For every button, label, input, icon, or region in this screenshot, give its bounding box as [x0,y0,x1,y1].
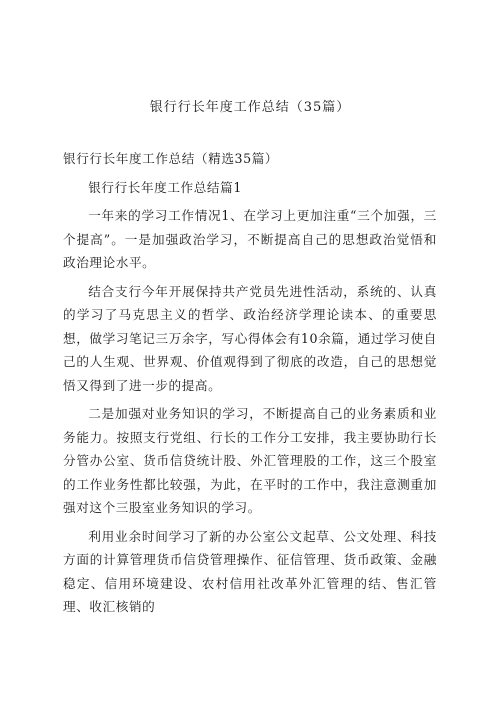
paragraph-3: 二是加强对业务知识的学习，不断提高自己的业务素质和业务能力。按照支行党组、行长的工作分工安排，我主要协助行长分管办公室、货币信贷统计股、外汇管理股的工作，这三个股室的工作业务性都比较强，为此，在平时的工作中，我注意测重加强对这个三股室业务知识的学习。 [63,406,437,515]
document-title: 银行行长年度工作总结（35篇） [149,100,351,115]
document-subtitle: 银行行长年度工作总结（精选35篇） [63,151,279,166]
paragraph-4: 利用业余时间学习了新的办公室公文起草、公文处理、科技方面的计算管理货币信贷管理操作、征信管理、货币政策、金融稳定、信用环境建设、农村信用社改革外汇管理的结、售汇管理、收汇核销的 [63,528,437,614]
section-heading: 银行行长年度工作总结篇1 [88,179,242,195]
document-body [63,147,437,624]
paragraph-2: 结合支行今年开展保持共产党员先进性活动，系统的、认真的学习了马克思主义的哲学、政治经济学理论读本、的重要思想，做学习笔记三万余字，写心得体会有10余篇，通过学习使自己的人生观、世界观、价值观得到了彻底的改造，自己的思想觉悟又得到了进一步的提高。 [63,283,437,393]
paragraph-1: 一年来的学习工作情况1、在学习上更加注重“三个加强，三个提高”。一是加强政治学习，不断提高自己的思想政治觉悟和政治理论水平。 [63,208,437,270]
